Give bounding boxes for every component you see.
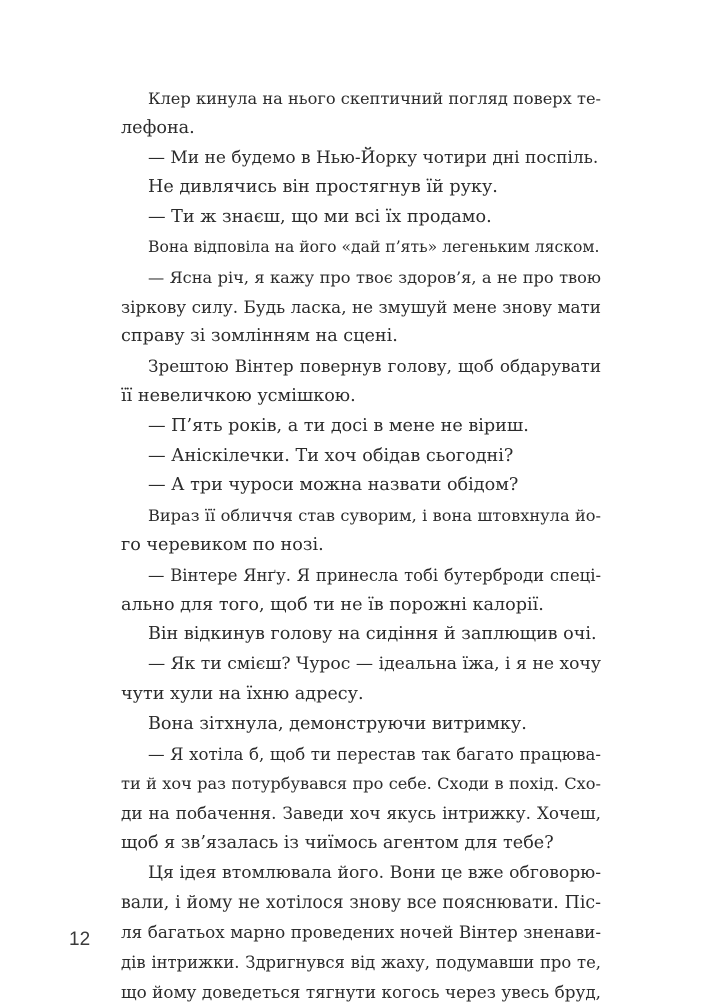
text-line: Вираз її обличчя став суворим, і вона штовхнула йо- xyxy=(148,506,601,526)
text-line: її невеличкою усмішкою. xyxy=(121,385,356,406)
text-line: — Ми не будемо в Нью-Йорку чотири дні поспіль. xyxy=(148,147,599,168)
text-line: зіркову силу. Будь ласка, не змушуй мене знову мати xyxy=(121,296,601,317)
text-line: — Ти ж знаєш, що ми всі їх продамо. xyxy=(148,207,492,228)
text-line: — Вінтере Янґу. Я принесла тобі бутерброди спеці- xyxy=(148,565,601,585)
text-line: лефона. xyxy=(121,117,195,138)
text-line: ля багатьох марно проведених ночей Вінтер зненави- xyxy=(121,922,601,943)
text-line: Ця ідея втомлювала його. Вони це вже обговорю- xyxy=(148,862,601,883)
text-line: Не дивлячись він простягнув їй руку. xyxy=(148,177,498,198)
text-line: — А три чуроси можна назвати обідом? xyxy=(148,475,519,496)
text-line: го черевиком по нозі. xyxy=(121,534,324,555)
text-line: щоб я зв’язалась із чиїмось агентом для тебе? xyxy=(121,832,554,853)
text-line: що йому доведеться тягнути когось через увесь бруд, xyxy=(121,981,601,1002)
text-line: — Аніскілечки. Ти хоч обідав сьогодні? xyxy=(148,445,514,466)
text-line: Клер кинула на нього скептичний погляд поверх те- xyxy=(148,89,601,108)
text-line: Вона відповіла на його «дай п’ять» легеньким ляском. xyxy=(148,237,600,256)
text-line: — Ясна річ, я кажу про твоє здоров’я, а не про твою xyxy=(148,267,601,287)
text-line: Зрештою Вінтер повернув голову, щоб обдарувати xyxy=(148,356,601,377)
text-line: ально для того, щоб ти не їв порожні калорії. xyxy=(121,594,544,615)
text-line: чути хули на їхню адресу. xyxy=(121,683,364,704)
page-number: 12 xyxy=(69,929,91,950)
text-line: Він відкинув голову на сидіння й заплющив очі. xyxy=(148,624,597,645)
text-line: дів інтрижки. Здригнувся від жаху, подумавши про те, xyxy=(121,953,601,973)
body-text xyxy=(121,84,601,1008)
text-line: ди на побачення. Заведи хоч якусь інтрижку. Хочеш, xyxy=(121,803,601,824)
text-line: — П’ять років, а ти досі в мене не віриш. xyxy=(148,415,529,436)
text-line: — Я хотіла б, щоб ти перестав так багато працюва- xyxy=(148,744,601,764)
text-line: ти й хоч раз потурбувався про себе. Сходи в похід. Схо- xyxy=(121,774,601,794)
text-line: справу зі зомлінням на сцені. xyxy=(121,326,398,347)
text-line: — Як ти смієш? Чурос — ідеальна їжа, і я не хочу xyxy=(148,654,601,675)
text-line: вали, і йому не хотілося знову все пояснювати. Піс- xyxy=(121,892,601,913)
text-line: Вона зітхнула, демонструючи витримку. xyxy=(148,713,527,734)
